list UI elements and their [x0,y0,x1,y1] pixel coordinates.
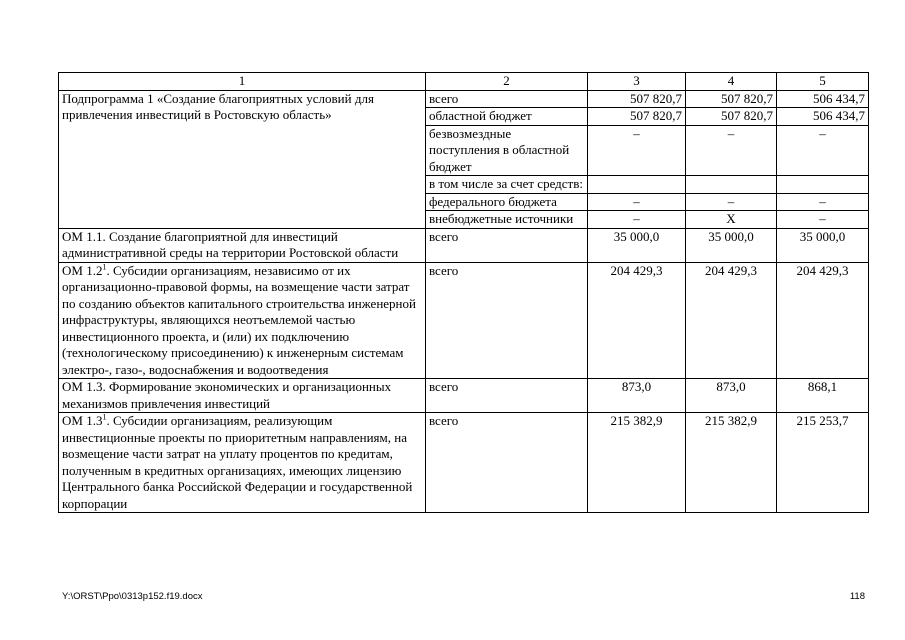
table-row [59,262,869,379]
funding-source: внебюджетные источники [426,211,588,229]
footer-file-path: Y:\ORST\Ppo\0313p152.f19.docx [62,591,203,602]
funding-source: всего [426,379,588,413]
value-col-4: 507 820,7 [686,108,777,126]
measure-name [59,262,426,379]
header-col-2: 2 [426,73,588,91]
value-col-3: 507 820,7 [588,90,686,108]
value-col-5: 35 000,0 [777,228,869,262]
page-number: 118 [849,591,865,602]
header-col-4: 4 [686,73,777,91]
value-col-4: 215 382,9 [686,413,777,513]
measure-text: . Субсидии организациям, независимо от их организационно-правовой формы, на возмещение части затрат по созданию объектов капитального строительства инженерной инфраструктуры, являющихся неотъемлемой частью инвестиционного проекта, и (или) их подключению (технологическому присоединению) к инженерным системам электро-, газо-, водоснабжения и водоотведения [62,262,416,377]
value-col-4: 507 820,7 [686,90,777,108]
funding-source: всего [426,228,588,262]
value-col-3: 204 429,3 [588,262,686,379]
value-col-3: 873,0 [588,379,686,413]
value-col-5: – [777,211,869,229]
value-col-4: 35 000,0 [686,228,777,262]
measure-name [59,413,426,513]
value-col-4 [686,176,777,194]
value-col-5: 506 434,7 [777,108,869,126]
value-col-3: 35 000,0 [588,228,686,262]
value-col-4: – [686,193,777,211]
value-col-3: 215 382,9 [588,413,686,513]
funding-source: в том числе за счет средств: [426,176,588,194]
value-col-5: 506 434,7 [777,90,869,108]
value-col-5: 204 429,3 [777,262,869,379]
table-header-row [59,73,869,91]
value-col-5: 215 253,7 [777,413,869,513]
program-name: Подпрограмма 1 «Создание благоприятных условий для привлечения инвестиций в Ростовскую область» [59,90,426,228]
measure-prefix: ОМ 1.3 [62,413,103,428]
value-col-3 [588,176,686,194]
funding-source: областной бюджет [426,108,588,126]
value-col-3: – [588,193,686,211]
funding-source: всего [426,90,588,108]
value-col-5: – [777,125,869,176]
table-row [59,379,869,413]
budget-table [58,72,869,513]
measure-name: ОМ 1.1. Создание благоприятной для инвестиций административной среды на территории Ростовской области [59,228,426,262]
header-col-5: 5 [777,73,869,91]
footnote-mark: 1 [102,262,107,272]
table-row [59,90,869,108]
value-col-4: Х [686,211,777,229]
measure-prefix: ОМ 1.2 [62,262,103,278]
value-col-4: – [686,125,777,176]
footnote-mark: 1 [102,412,107,422]
funding-source: всего [426,262,588,379]
measure-text: . Субсидии организациям, реализующим инвестиционные проекты по приоритетным направлениям, на возмещение части затрат на уплату процентов по кредитам, полученным в кредитных организациях, имеющих лицензию Центрального банка Российской Федерации и государственной корпорации [62,413,413,511]
value-col-5 [777,176,869,194]
table-row [59,228,869,262]
value-col-4: 204 429,3 [686,262,777,379]
value-col-3: – [588,211,686,229]
value-col-3: – [588,125,686,176]
header-col-3: 3 [588,73,686,91]
funding-source: федерального бюджета [426,193,588,211]
value-col-4: 873,0 [686,379,777,413]
value-col-5: 868,1 [777,379,869,413]
funding-source: безвозмездные поступления в областной бюджет [426,125,588,176]
funding-source: всего [426,413,588,513]
value-col-3: 507 820,7 [588,108,686,126]
value-col-5: – [777,193,869,211]
measure-name: ОМ 1.3. Формирование экономических и организационных механизмов привлечения инвестиций [59,379,426,413]
table-row [59,413,869,513]
header-col-1: 1 [59,73,426,91]
